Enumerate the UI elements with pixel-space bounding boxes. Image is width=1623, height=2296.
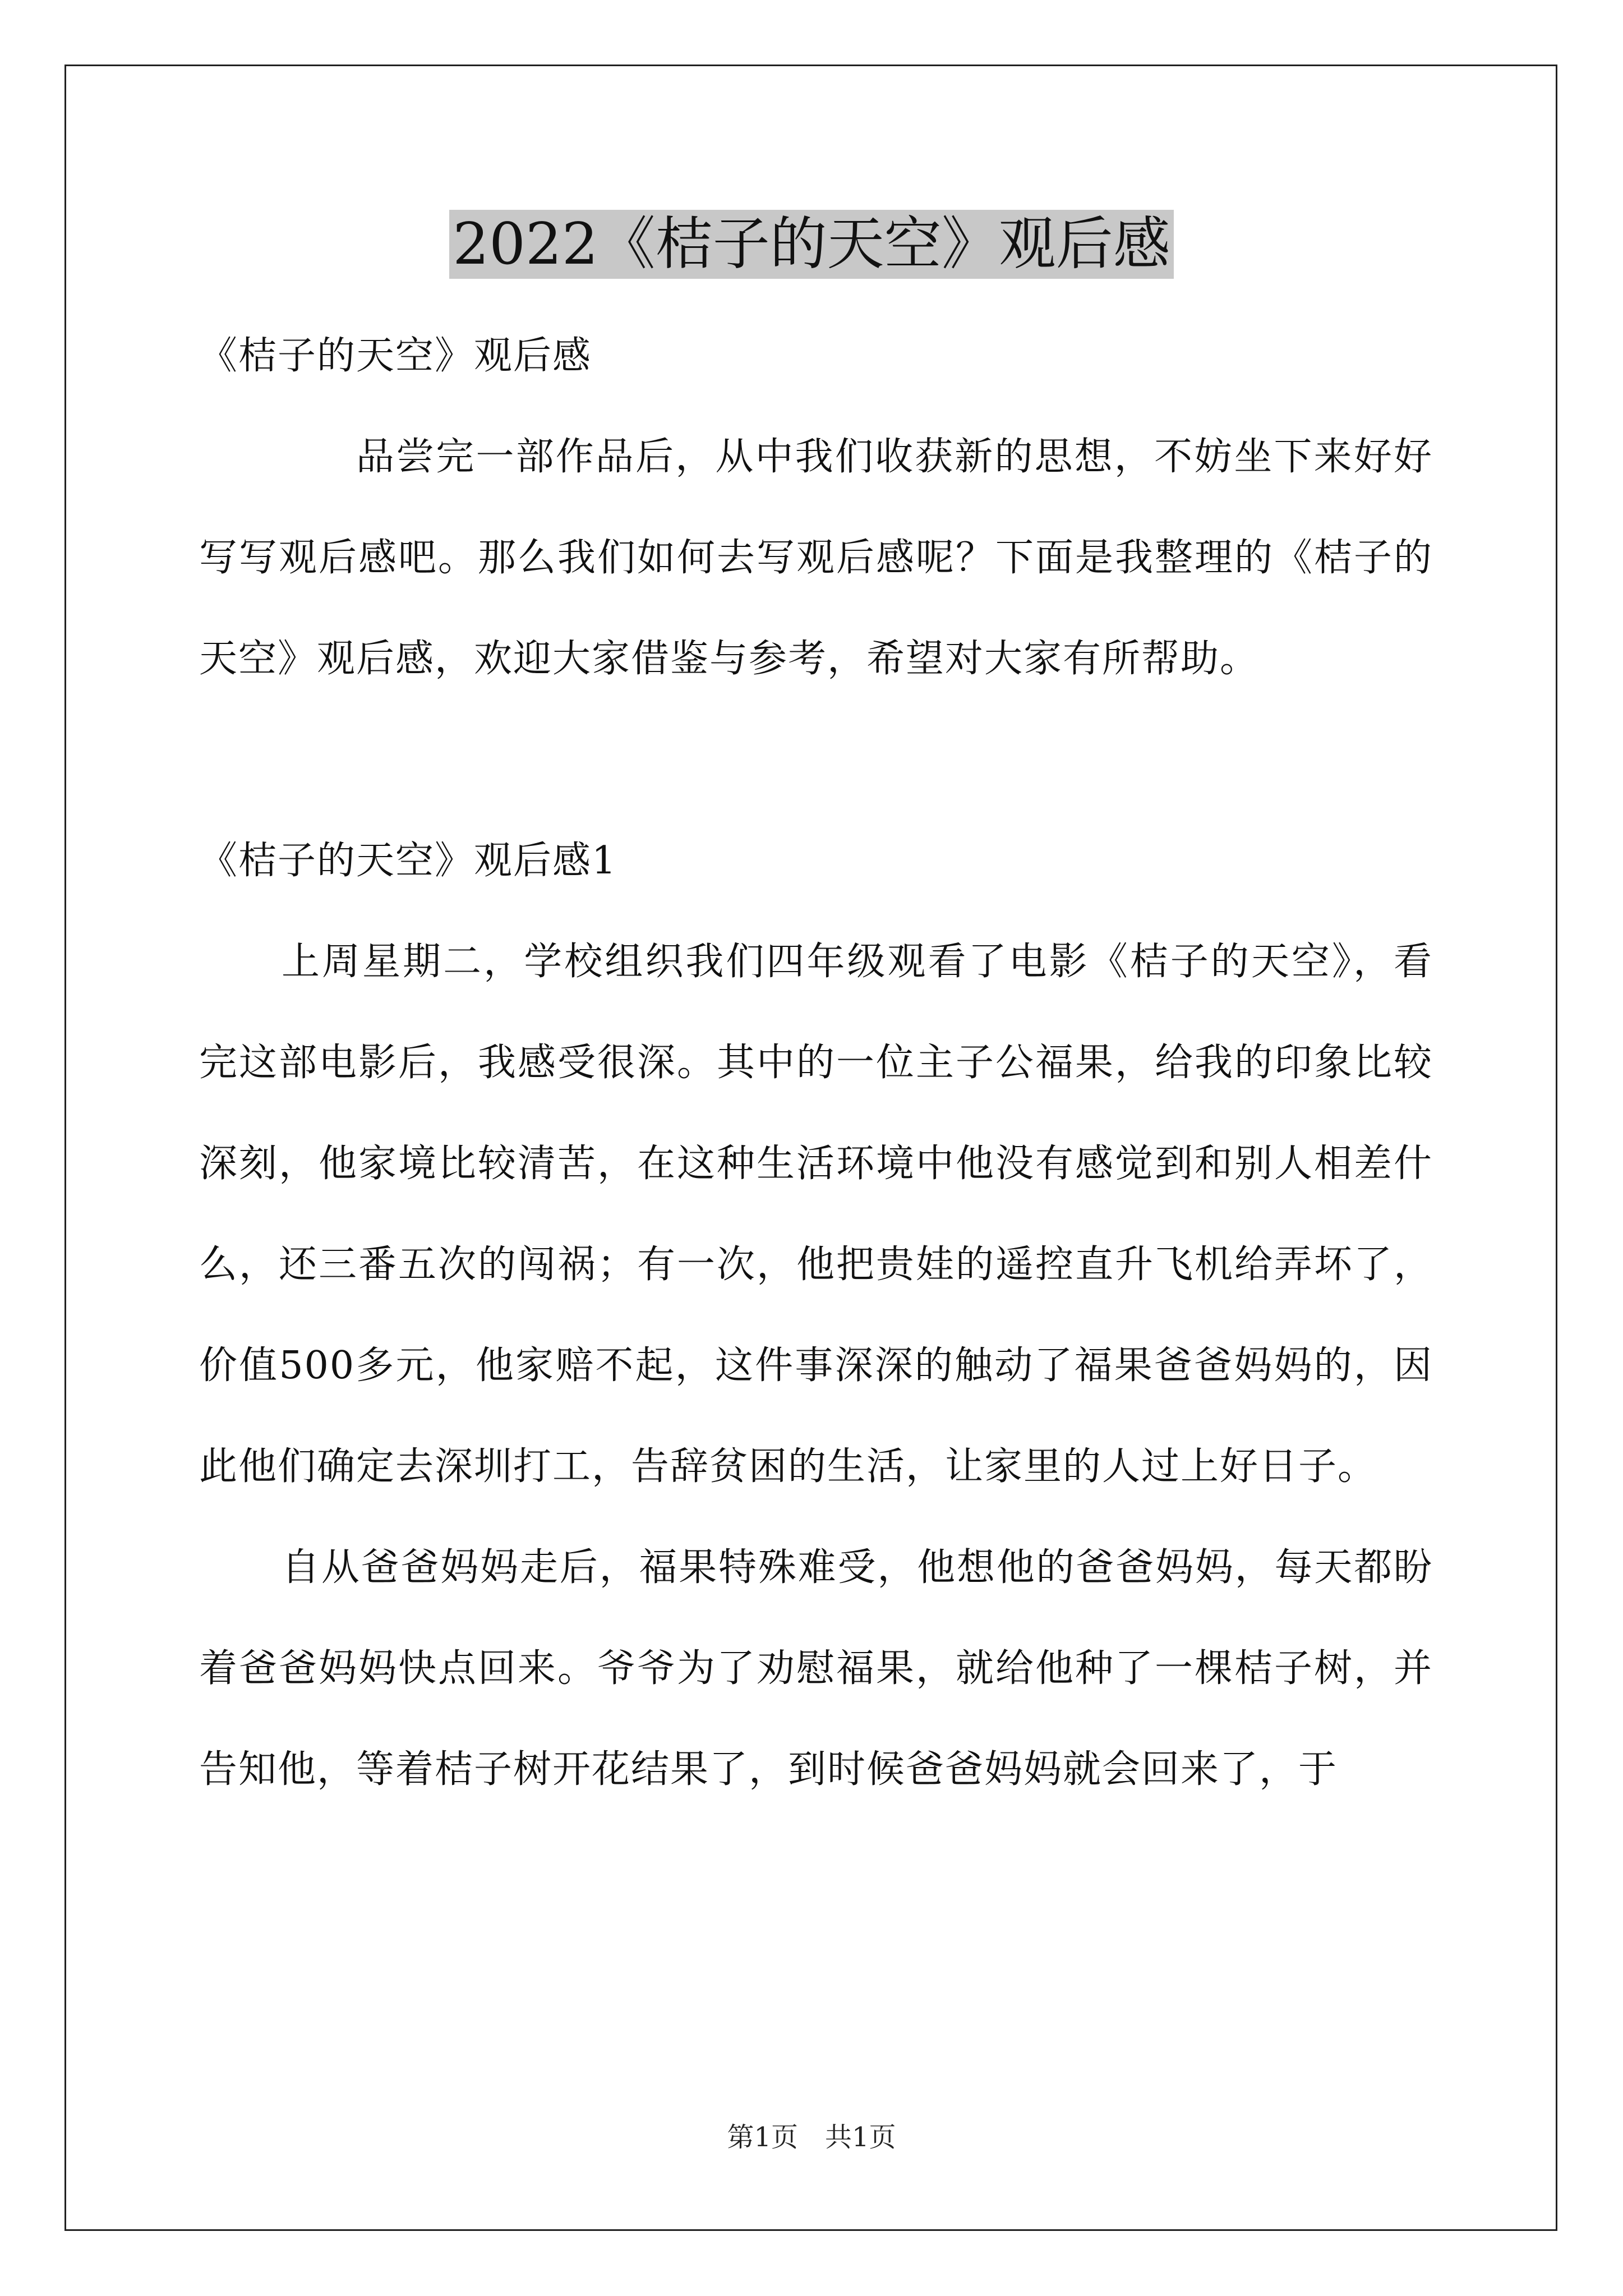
document-subtitle: 《桔子的天空》观后感 [199, 334, 592, 378]
document-body [199, 306, 1433, 1820]
body-paragraph-1: 上周星期二，学校组织我们四年级观看了电影《桔子的天空》，看完这部电影后，我感受很深。其中的一位主子公福果，给我的印象比较深刻，他家境比较清苦，在这种生活环境中他没有感觉到和别人相差什么，还三番五次的闯祸；有一次，他把贵娃的遥控直升飞机给弄坏了，价值500多元，他家赔不起，这件事深深的触动了福果爸爸妈妈的，因此他们确定去深圳打工，告辞贫困的生活，让家里的人过上好日子。 [199, 940, 1433, 1489]
spacer [199, 710, 1433, 811]
page-footer: 第1页 共1页 [727, 2122, 896, 2153]
body-paragraph-2: 自从爸爸妈妈走后，福果特殊难受，他想他的爸爸妈妈，每天都盼着爸爸妈妈快点回来。爷爷为了劝慰福果，就给他种了一棵桔子树，并告知他，等着桔子树开花结果了，到时候爸爸妈妈就会回来了，于 [199, 1545, 1433, 1792]
section-heading: 《桔子的天空》观后感1 [199, 839, 617, 883]
document-title-text: 2022《桔子的天空》观后感 [449, 210, 1174, 279]
document-title [0, 206, 1623, 283]
intro-paragraph: 品尝完一部作品后，从中我们收获新的思想，不妨坐下来好好写写观后感吧。那么我们如何去写观后感呢？下面是我整理的《桔子的天空》观后感，欢迎大家借鉴与参考，希望对大家有所帮助。 [199, 435, 1433, 681]
